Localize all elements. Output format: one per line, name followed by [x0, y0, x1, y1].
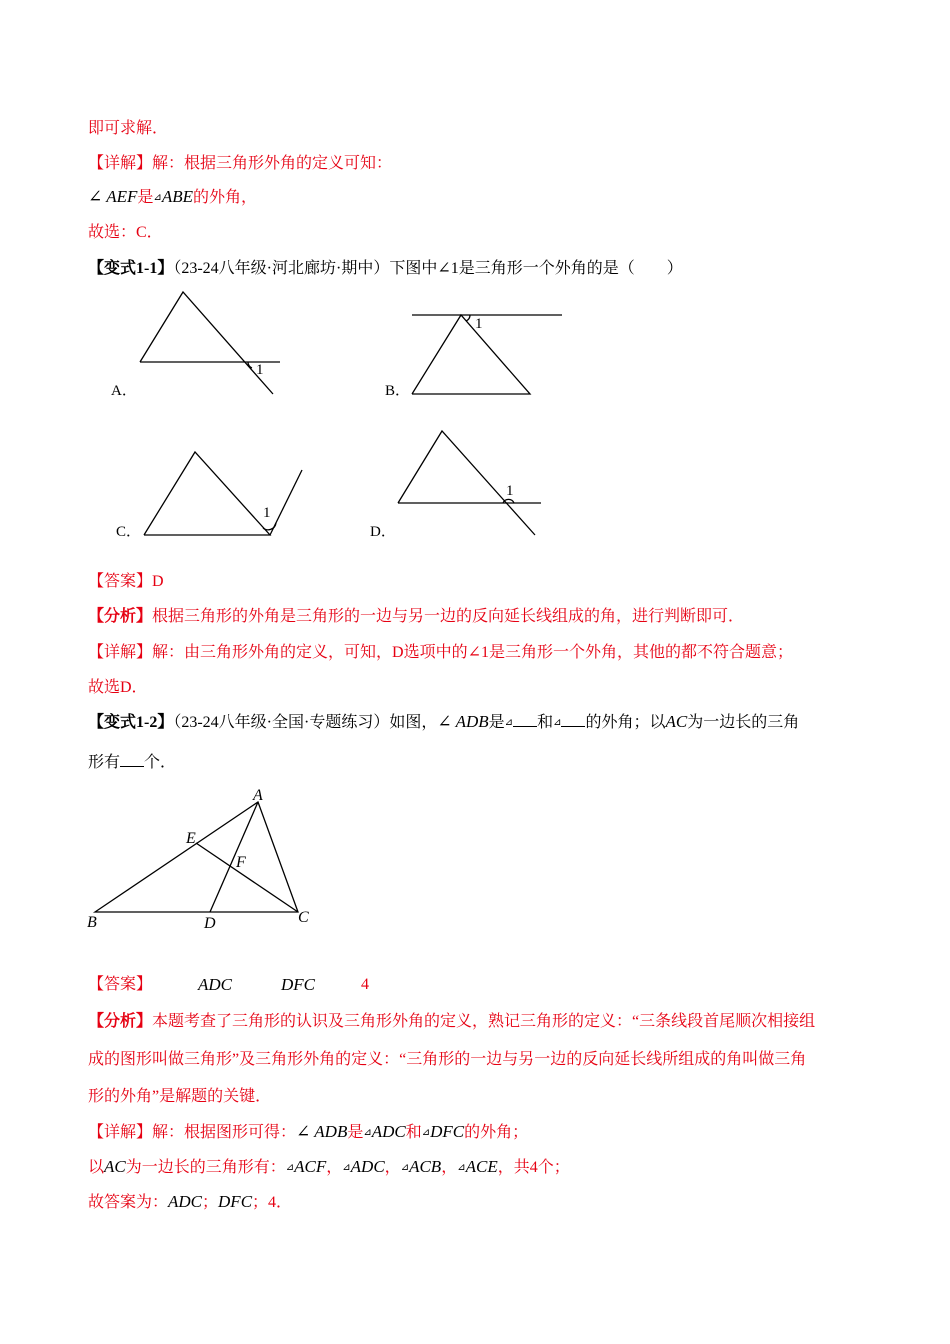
detail-line — [88, 1122, 528, 1143]
triangle-symbol: ⊿ — [285, 1162, 295, 1173]
math: ADB — [314, 1122, 348, 1141]
text: ， — [441, 1159, 458, 1176]
point-f: F — [236, 854, 246, 871]
math: ADB — [455, 712, 489, 731]
blank — [561, 712, 585, 727]
option-b[interactable]: B． — [385, 383, 411, 399]
text: 本题考查了三角形的认识及三角形外角的定义，熟记三角形的定义：“三条线段首尾顺次相接组 — [152, 1013, 816, 1030]
choice-line: 故选D． — [88, 679, 148, 696]
figure-2 — [95, 802, 298, 912]
analysis-line-2: 成的图形叫做三角形”及三角形外角的定义：“三角形的一边与另一边的反向延长线所组成的角叫做三角 — [88, 1051, 807, 1068]
analysis-line — [88, 1012, 815, 1032]
answer-line — [88, 572, 164, 592]
text: 的外角；以 — [585, 714, 666, 731]
text: ， — [384, 1159, 401, 1176]
angle-label: 1 — [475, 316, 483, 332]
text: 解：由三角形外角的定义，可知，D选项中的∠1是三角形一个外角，其他的都不符合题意； — [152, 644, 793, 661]
option-c[interactable]: C． — [116, 524, 142, 540]
tag: 【变式1-2】 — [88, 714, 174, 731]
point-c: C — [298, 909, 309, 926]
answer: D — [152, 573, 164, 590]
text: 以 — [88, 1159, 105, 1176]
angle-symbol: ∠ — [437, 712, 452, 731]
math: ABE — [161, 187, 193, 206]
answer-3: 4 — [361, 976, 369, 993]
analysis-line-3: 形的外角”是解题的关键． — [88, 1088, 272, 1105]
math: ADC — [371, 1122, 406, 1141]
tag: 【详解】 — [88, 644, 153, 661]
tag: 【详解】 — [88, 1124, 153, 1141]
option-a[interactable]: A． — [111, 383, 137, 399]
blank — [513, 712, 537, 727]
point-d: D — [204, 915, 216, 932]
text: 为一边长的三角形有： — [125, 1159, 286, 1176]
text: 是 — [347, 1124, 364, 1141]
final-answer-line — [88, 1192, 292, 1213]
text: 解：根据图形可得： — [152, 1124, 297, 1141]
text: 和 — [405, 1124, 422, 1141]
angle-symbol: ∠ — [296, 1122, 311, 1141]
tag: 【分析】 — [88, 1013, 153, 1030]
source: （23-24八年级·河北廊坊·期中） — [173, 260, 390, 277]
text: 形有 — [88, 754, 121, 771]
math: DFC — [218, 1192, 253, 1211]
detail-line — [88, 643, 793, 663]
text: 解：根据三角形外角的定义可知： — [152, 155, 393, 172]
triangle-symbol: ⊿ — [363, 1127, 372, 1138]
math: AC — [665, 712, 688, 731]
question-text: 下图中∠1是三角形一个外角的是（ ） — [389, 260, 683, 277]
text-line: 即可求解． — [88, 120, 169, 137]
triangle-symbol: ⊿ — [504, 717, 514, 728]
triangle-symbol: ⊿ — [457, 1162, 466, 1173]
text: 故答案为： — [88, 1194, 169, 1211]
source: （23-24八年级·全国·专题练习） — [173, 714, 390, 731]
question-1-2-cont — [88, 752, 176, 773]
figure-d — [398, 431, 541, 535]
question-1-2 — [88, 712, 799, 733]
angle-symbol: ∠ — [88, 187, 103, 206]
text: ； — [202, 1194, 219, 1211]
figure-a — [140, 292, 280, 394]
point-a: A — [253, 787, 263, 804]
point-b: B — [87, 914, 97, 931]
text: ；4． — [252, 1194, 293, 1211]
tag: 【分析】 — [88, 608, 153, 625]
figure-c — [144, 452, 302, 535]
angle-label: 1 — [263, 505, 271, 521]
analysis-line — [88, 607, 744, 627]
point-e: E — [186, 830, 196, 847]
choice-line: 故选：C． — [88, 224, 163, 241]
text: 个． — [144, 754, 177, 771]
tag: 【变式1-1】 — [88, 260, 174, 277]
math: ADC — [168, 1192, 203, 1211]
text: ， — [326, 1159, 343, 1176]
math: AC — [104, 1157, 126, 1176]
triangle-symbol: ⊿ — [153, 192, 162, 203]
math: ACF — [294, 1157, 327, 1176]
answer-line-2 — [88, 975, 152, 995]
triangle-symbol: ⊿ — [400, 1162, 410, 1173]
answer-1: ADC — [198, 975, 232, 994]
text: 是 — [137, 189, 154, 206]
text: 和 — [537, 714, 554, 731]
text: 为一边长的三角 — [687, 714, 800, 731]
text: 是 — [488, 714, 505, 731]
math: ADC — [350, 1157, 385, 1176]
angle-label: 1 — [256, 362, 264, 378]
angle-label: 1 — [506, 483, 514, 499]
text: 的外角； — [464, 1124, 529, 1141]
math: DFC — [430, 1122, 465, 1141]
answer-2: DFC — [281, 975, 315, 994]
tag: 【详解】 — [88, 155, 153, 172]
math: AEF — [106, 187, 138, 206]
figure-b — [412, 315, 562, 394]
triangle-symbol: ⊿ — [553, 717, 562, 728]
triangle-symbol: ⊿ — [421, 1127, 431, 1138]
tag: 【答案】 — [88, 976, 153, 993]
math: ACB — [409, 1157, 442, 1176]
text: 如图， — [389, 714, 438, 731]
text: ，共4个； — [497, 1159, 570, 1176]
detail-line-2 — [88, 1157, 570, 1178]
triangle-symbol: ⊿ — [342, 1162, 351, 1173]
text: 的外角， — [192, 189, 257, 206]
option-d[interactable]: D． — [370, 524, 396, 540]
math: ACE — [465, 1157, 498, 1176]
text: 根据三角形的外角是三角形的一边与另一边的反向延长线组成的角，进行判断即可． — [152, 608, 745, 625]
blank — [120, 752, 144, 767]
tag: 【答案】 — [88, 573, 153, 590]
